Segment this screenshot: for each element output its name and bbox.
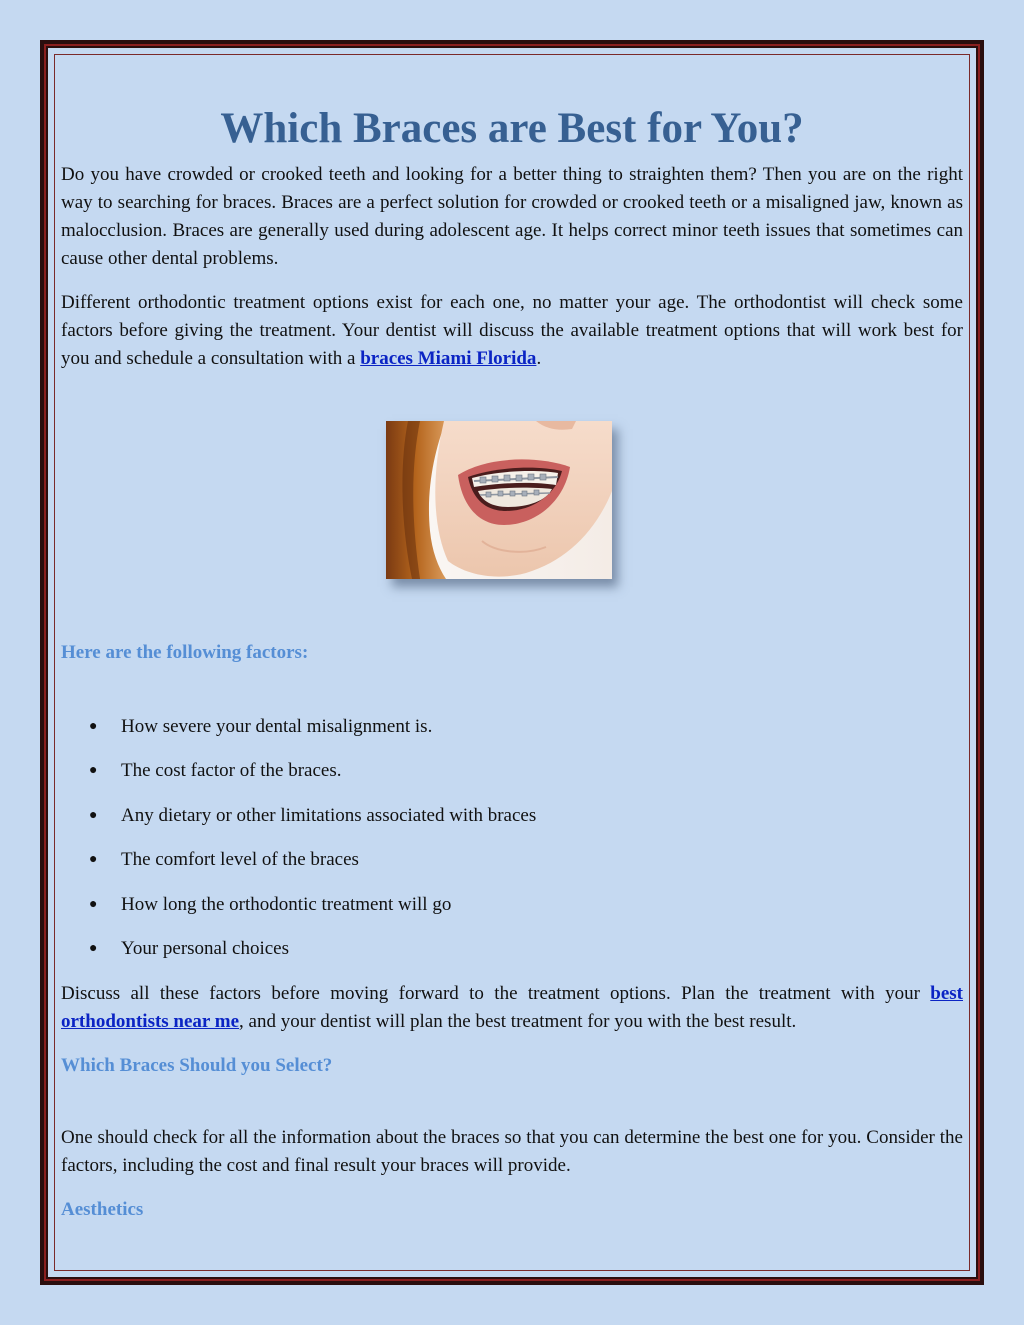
select-braces-heading: Which Braces Should you Select?	[61, 1054, 333, 1076]
intro-paragraph-2	[61, 289, 963, 373]
list-item	[61, 846, 963, 874]
smile-with-braces-photo	[386, 421, 612, 579]
list-item	[61, 757, 963, 785]
bullet-icon: ●	[89, 763, 98, 779]
bullet-icon: ●	[89, 719, 98, 734]
discuss-paragraph-end: , and your dentist will plan the best treatment for you with the best result.	[239, 1010, 797, 1032]
list-item-text: The comfort level of the braces	[121, 849, 359, 871]
list-item	[61, 935, 963, 963]
best-orthodontists-near-me-link[interactable]: best orthodontists near me	[61, 982, 963, 1032]
bullet-icon: ●	[89, 852, 98, 868]
list-item-text: Any dietary or other limitations associated with braces	[121, 804, 537, 826]
list-item-text: The cost factor of the braces.	[121, 760, 342, 782]
intro-paragraph-2-end: .	[536, 348, 542, 369]
intro-paragraph-1: Do you have crowded or crooked teeth and looking for a better thing to straighten them? Then you are on the right way to searching for braces. Braces are a perfect solution for crowded or crooked teeth or a misaligned jaw, known as malocclusion. Braces are generally used during adolescent age. It helps correct minor teeth issues that sometimes can cause other dental problems.	[61, 164, 963, 269]
page-title: Which Braces are Best for You?	[220, 105, 804, 152]
list-item	[61, 713, 963, 741]
aesthetics-heading: Aesthetics	[61, 1198, 144, 1220]
discuss-paragraph	[61, 980, 963, 1036]
factors-list	[61, 713, 963, 963]
list-item	[61, 802, 963, 830]
list-item	[61, 891, 963, 919]
intro-paragraph-2-text: Different orthodontic treatment options exist for each one, no matter your age. The orthodontist will check some factors before giving the treatment. Your dentist will discuss the available treatment options that will work best for you and schedule a consultation with a	[61, 292, 963, 369]
bullet-icon: ●	[89, 896, 98, 912]
document-body	[61, 98, 963, 1224]
list-item-text: How severe your dental misalignment is.	[121, 716, 433, 737]
factors-heading: Here are the following factors:	[61, 642, 309, 663]
bullet-icon: ●	[89, 807, 98, 823]
list-item-text: Your personal choices	[121, 937, 289, 959]
bullet-icon: ●	[89, 940, 98, 956]
braces-miami-florida-link[interactable]: braces Miami Florida	[360, 348, 537, 369]
select-braces-paragraph: One should check for all the information about the braces so that you can determine the best one for you. Consider the factors, including the cost and final result your braces will provide.	[61, 1126, 963, 1176]
list-item-text: How long the orthodontic treatment will go	[121, 893, 452, 915]
smile-photo-illustration	[386, 421, 612, 579]
discuss-paragraph-text: Discuss all these factors before moving forward to the treatment options. Plan the treatment with your	[61, 982, 931, 1004]
